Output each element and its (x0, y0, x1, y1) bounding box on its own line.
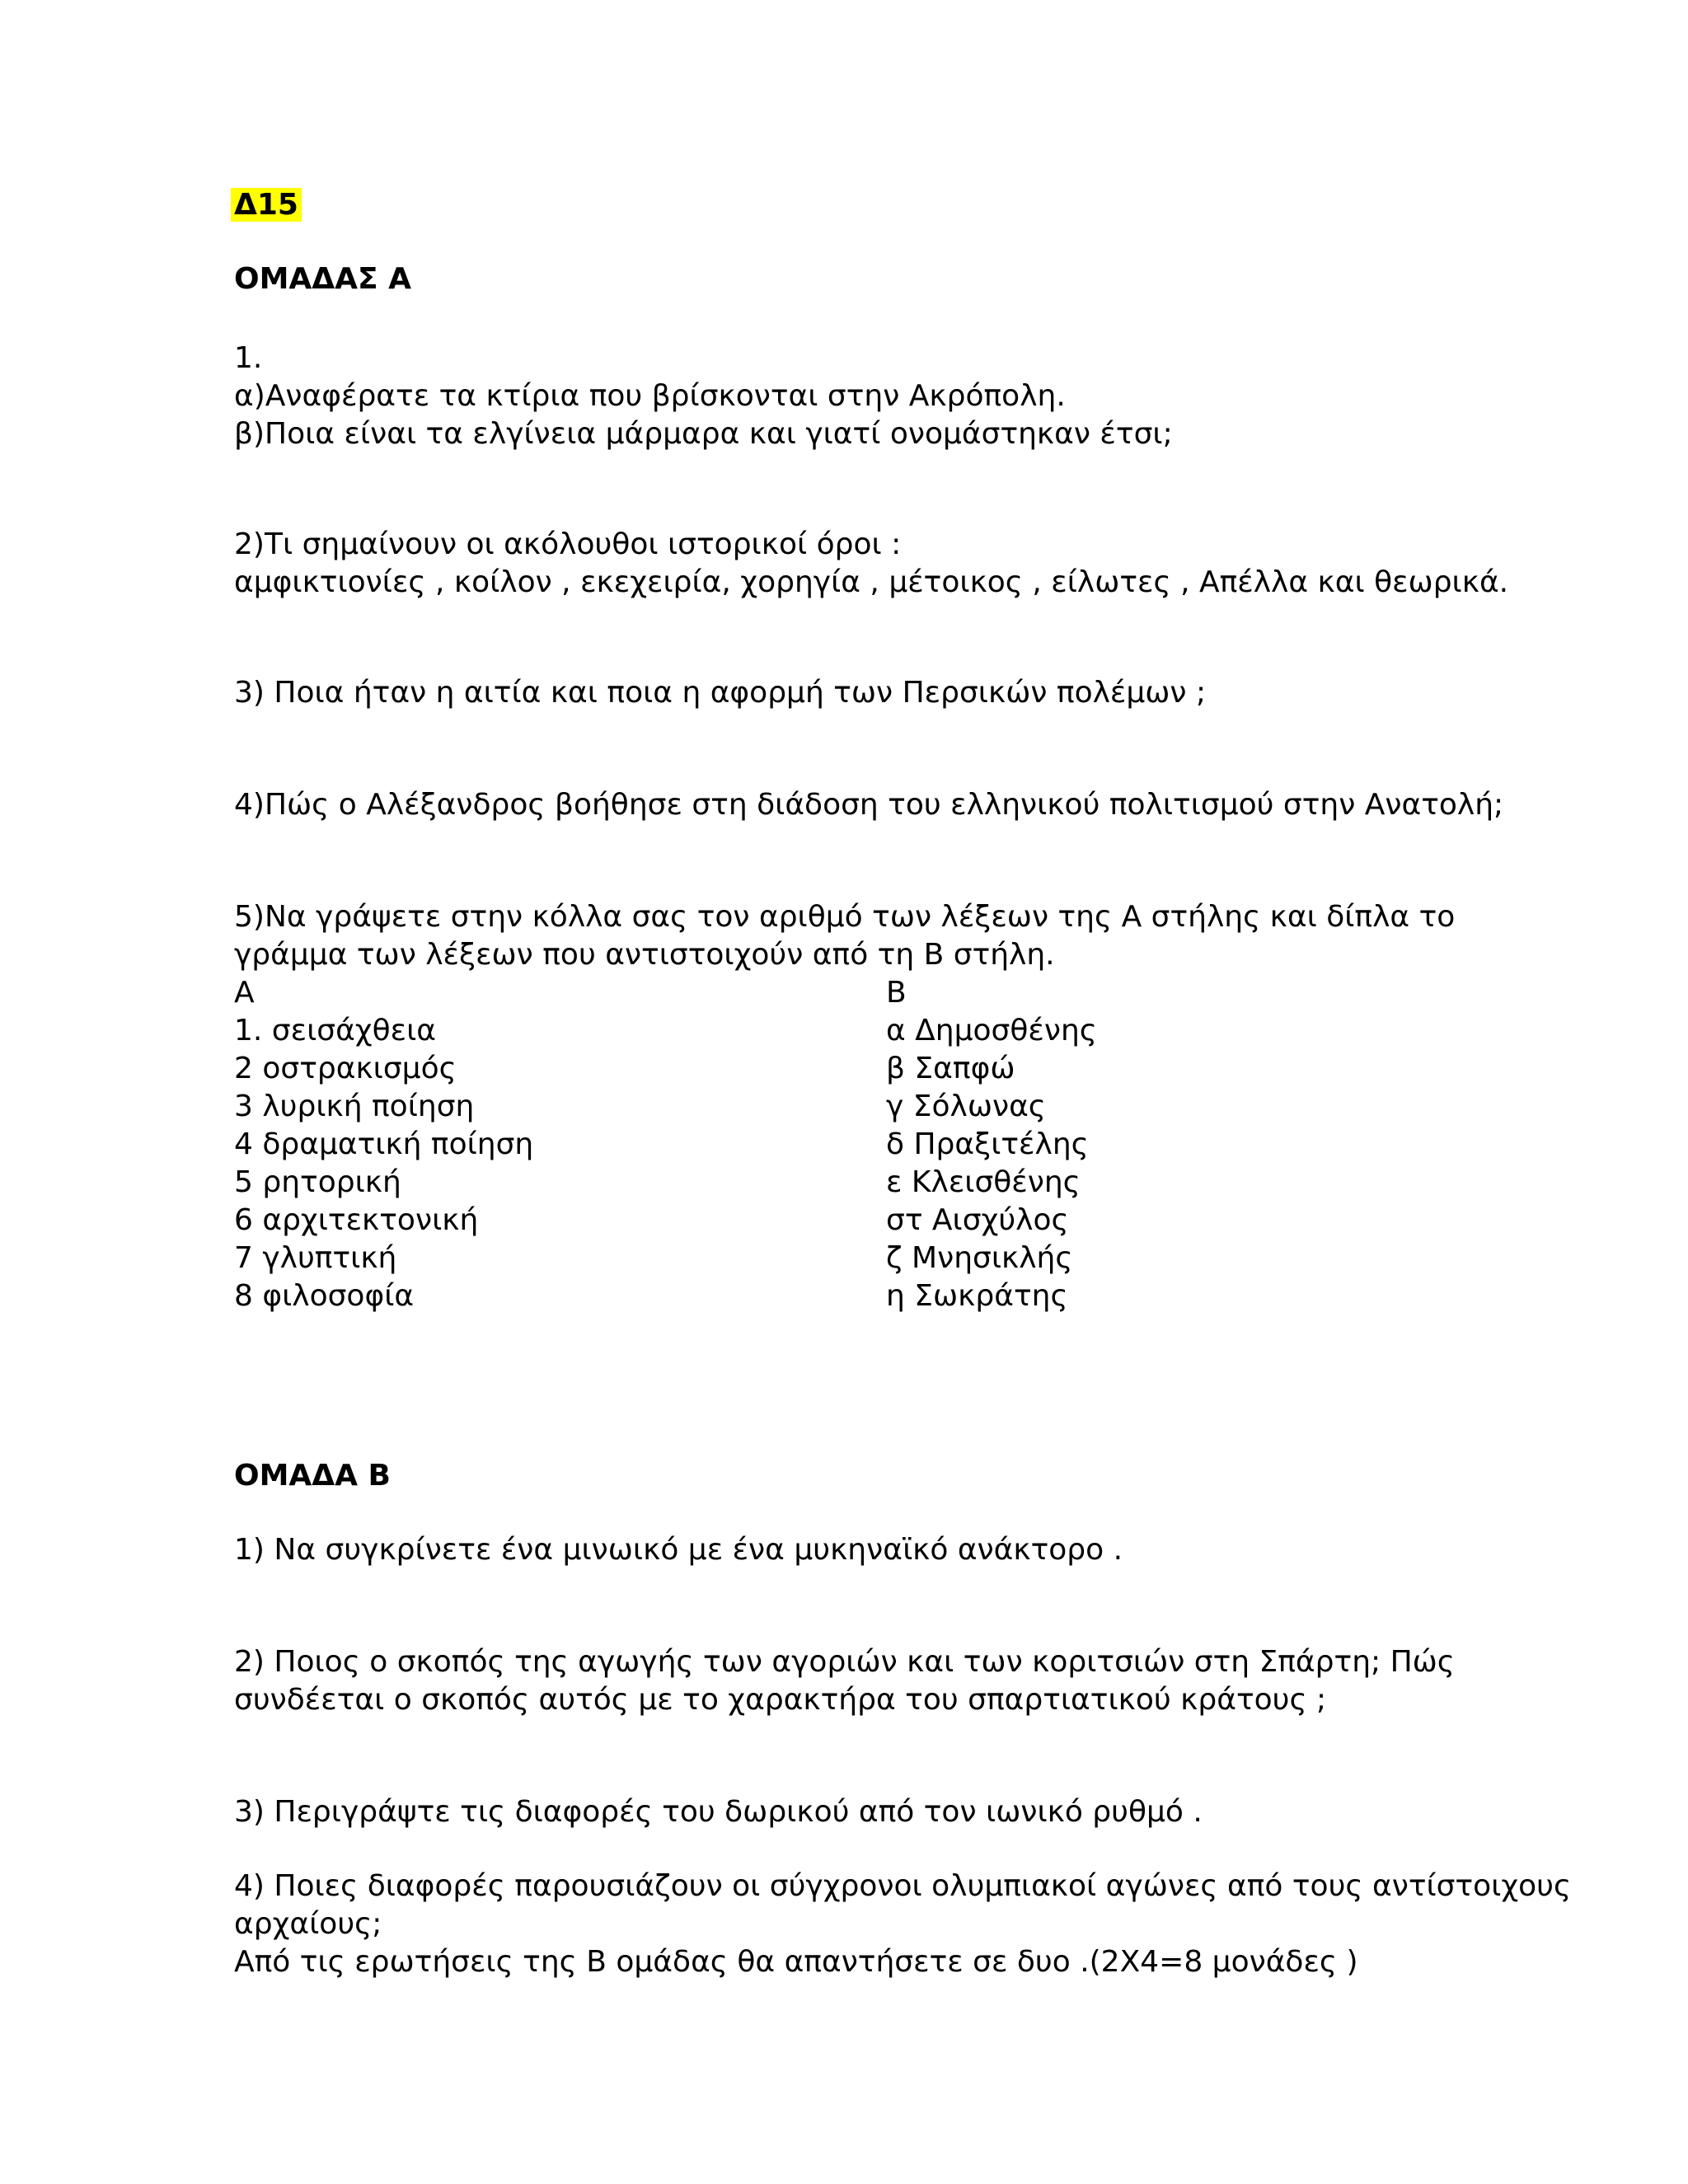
group-a-q1-number: 1. (234, 341, 263, 375)
group-b-title: ΟΜΑΔΑ Β (234, 1459, 391, 1493)
column-b-item: ζ Μνησικλής (886, 1241, 1073, 1275)
group-b-q2-line2: συνδέεται ο σκοπός αυτός με το χαρακτήρα του σπαρτιατικού κράτους ; (234, 1683, 1327, 1717)
group-b-instructions: Από τις ερωτήσεις της Β ομάδας θα απαντήσετε σε δυο .(2Χ4=8 μονάδες ) (234, 1945, 1358, 1979)
column-b-item: δ Πραξιτέλης (886, 1127, 1089, 1161)
column-a-item: 6 αρχιτεκτονική (234, 1203, 479, 1237)
group-a-q5-line2: γράμμα των λέξεων που αντιστοιχούν από τη Β στήλη. (234, 938, 1055, 972)
column-b-item: ε Κλεισθένης (886, 1165, 1081, 1199)
group-a-q5-line1: 5)Να γράψετε στην κόλλα σας τον αριθμό των λέξεων της Α στήλης και δίπλα το (234, 900, 1456, 934)
group-a-title: ΟΜΑΔΑΣ Α (234, 262, 411, 296)
group-b-q4-line1: 4) Ποιες διαφορές παρουσιάζουν οι σύγχρονοι ολυμπιακοί αγώνες από τους αντίστοιχους (234, 1869, 1572, 1903)
column-a-item: 4 δραματική ποίηση (234, 1127, 534, 1161)
column-a-item: 5 ρητορική (234, 1165, 401, 1199)
column-b-item: η Σωκράτης (886, 1279, 1068, 1313)
column-b-item: α Δημοσθένης (886, 1014, 1097, 1047)
group-b-q3: 3) Περιγράψτε τις διαφορές του δωρικού από τον ιωνικό ρυθμό . (234, 1795, 1203, 1829)
column-b-item: β Σαπφώ (886, 1052, 1015, 1085)
column-a-item: 7 γλυπτική (234, 1241, 397, 1275)
column-b-header: Β (886, 976, 907, 1010)
group-a-q1-b: β)Ποια είναι τα ελγίνεια μάρμαρα και γιατί ονομάστηκαν έτσι; (234, 417, 1173, 451)
document-code (234, 186, 302, 224)
group-b-q4-line2: αρχαίους; (234, 1907, 382, 1941)
column-a-item: 3 λυρική ποίηση (234, 1090, 475, 1123)
column-a-header: Α (234, 976, 255, 1010)
column-b-item: στ Αισχύλος (886, 1203, 1069, 1237)
group-a-q2-line2: αμφικτιονίες , κοίλον , εκεχειρία, χορηγία , μέτοικος , είλωτες , Απέλλα και θεωρικά. (234, 565, 1509, 599)
group-b-q1: 1) Να συγκρίνετε ένα μινωικό με ένα μυκηναϊκό ανάκτορο . (234, 1533, 1123, 1567)
column-a-item: 8 φιλοσοφία (234, 1279, 415, 1313)
group-a-q2-line1: 2)Τι σημαίνουν οι ακόλουθοι ιστορικοί όροι : (234, 527, 902, 561)
group-a-q4: 4)Πώς ο Αλέξανδρος βοήθησε στη διάδοση του ελληνικού πολιτισμού στην Ανατολή; (234, 788, 1504, 822)
group-a-q3: 3) Ποια ήταν η αιτία και ποια η αφορμή των Περσικών πολέμων ; (234, 676, 1207, 710)
column-a-item: 2 οστρακισμός (234, 1052, 457, 1085)
document-code-highlight: Δ15 (231, 188, 302, 222)
group-a-q1-a: α)Αναφέρατε τα κτίρια που βρίσκονται στην Ακρόπολη. (234, 379, 1066, 413)
column-b-item: γ Σόλωνας (886, 1090, 1046, 1123)
column-a-item: 1. σεισάχθεια (234, 1014, 436, 1047)
group-b-q2-line1: 2) Ποιος ο σκοπός της αγωγής των αγοριών και των κοριτσιών στη Σπάρτη; Πώς (234, 1645, 1455, 1679)
